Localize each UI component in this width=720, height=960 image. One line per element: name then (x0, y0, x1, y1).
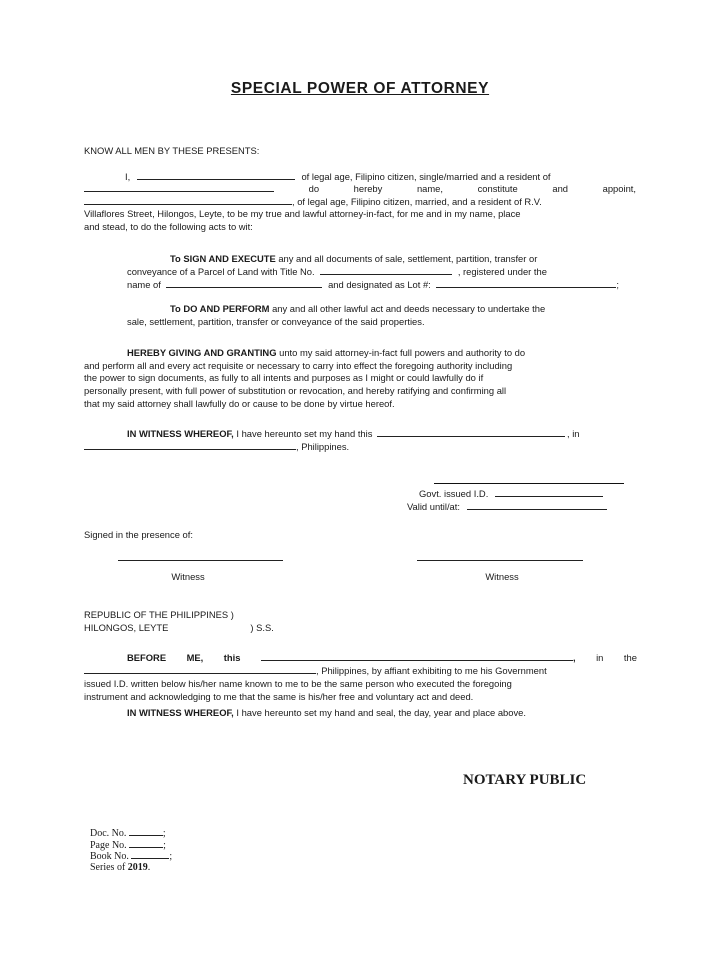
para3-line2: sale, settlement, partition, transfer or conveyance of the said properties. (127, 316, 425, 327)
para1-line1: I, of legal age, Filipino citizen, single/married and a resident of (125, 171, 551, 182)
jurat-place-blank (84, 665, 316, 674)
para3-line1: To DO AND PERFORM any and all other lawful act and deeds necessary to undertake the (170, 303, 546, 314)
witness-left-signature-line (118, 560, 283, 561)
valid-until-blank (467, 501, 607, 510)
venue-line1: REPUBLIC OF THE PHILIPPINES ) (84, 609, 234, 620)
para4-line4: personally present, with full power of substitution or revocation, and hereby ratifying and confirming all (84, 385, 507, 396)
lot-number-blank (436, 279, 616, 288)
book-no-row: Book No. ; (90, 851, 173, 863)
witness-right-signature-line (417, 560, 583, 561)
document-title: SPECIAL POWER OF ATTORNEY (230, 80, 490, 97)
place-blank (84, 441, 296, 450)
residence-blank (84, 183, 274, 192)
attorney-name-blank (84, 196, 292, 205)
para4-line5: that my said attorney shall lawfully do or cause to be done by virtue hereof. (84, 398, 395, 409)
para2-line1: To SIGN AND EXECUTE any and all documents of sale, settlement, partition, transfer or (170, 253, 538, 264)
venue-line2: HILONGOS, LEYTE ) S.S. (84, 622, 274, 633)
valid-until-row: Valid until/at: (407, 501, 607, 513)
para5-line2: , Philippines. (84, 441, 349, 453)
para1-line3: , of legal age, Filipino citizen, married, and a resident of R.V. (84, 196, 636, 208)
para5-line1: IN WITNESS WHEREOF, I have hereunto set my hand this , in (127, 428, 580, 439)
govt-id-row: Govt. issued I.D. (419, 488, 603, 500)
series-row: Series of 2019. (90, 861, 151, 873)
para1-line4: Villaflores Street, Hilongos, Leyte, to be my true and lawful attorney-in-fact, for me and in my name, place (84, 208, 521, 219)
principal-name-blank (137, 171, 295, 180)
doc-no-row: Doc. No. ; (90, 828, 166, 839)
witness-right-label: Witness (485, 571, 519, 582)
date-blank (377, 428, 565, 437)
para2-line3: name of and designated as Lot #: ; (127, 279, 619, 290)
govt-id-blank (495, 488, 603, 497)
title-no-blank (320, 266, 452, 275)
para4-line1: HEREBY GIVING AND GRANTING unto my said attorney-in-fact full powers and authority to do (127, 347, 526, 358)
jurat-line5: IN WITNESS WHEREOF, I have hereunto set my hand and seal, the day, year and place above. (127, 707, 526, 718)
para4-line3: the power to sign documents, as fully to all intents and purposes as I might or could lawfully do if (84, 372, 484, 383)
jurat-date-blank (261, 652, 573, 661)
jurat-line3: issued I.D. written below his/her name known to me to be the same person who executed the foregoing (84, 678, 512, 689)
jurat-line2: , Philippines, by affiant exhibiting to me his Government (84, 665, 547, 677)
notarial-book-entries (90, 828, 172, 873)
para4-line2: and perform all and every act requisite or necessary to carry into effect the foregoing authority including (84, 360, 513, 371)
jurat-line4: instrument and acknowledging to me that the same is his/her free and voluntary act and deed. (84, 691, 474, 702)
para1-line5: and stead, to do the following acts to wit: (84, 221, 253, 232)
principal-signature-line (434, 483, 624, 484)
page-no-row: Page No. ; (90, 839, 166, 851)
intro-text: KNOW ALL MEN BY THESE PRESENTS: (84, 145, 260, 156)
para2-line2: conveyance of a Parcel of Land with Title No. , registered under the (127, 266, 547, 277)
witness-left-label: Witness (171, 571, 205, 582)
notary-public-label: NOTARY PUBLIC (463, 772, 587, 788)
para1-line2: do hereby name, constitute and appoint, (84, 183, 636, 195)
registered-name-blank (166, 279, 322, 288)
signed-presence-label: Signed in the presence of: (84, 529, 193, 540)
jurat-line1: BEFORE ME, this , in the (127, 652, 637, 663)
